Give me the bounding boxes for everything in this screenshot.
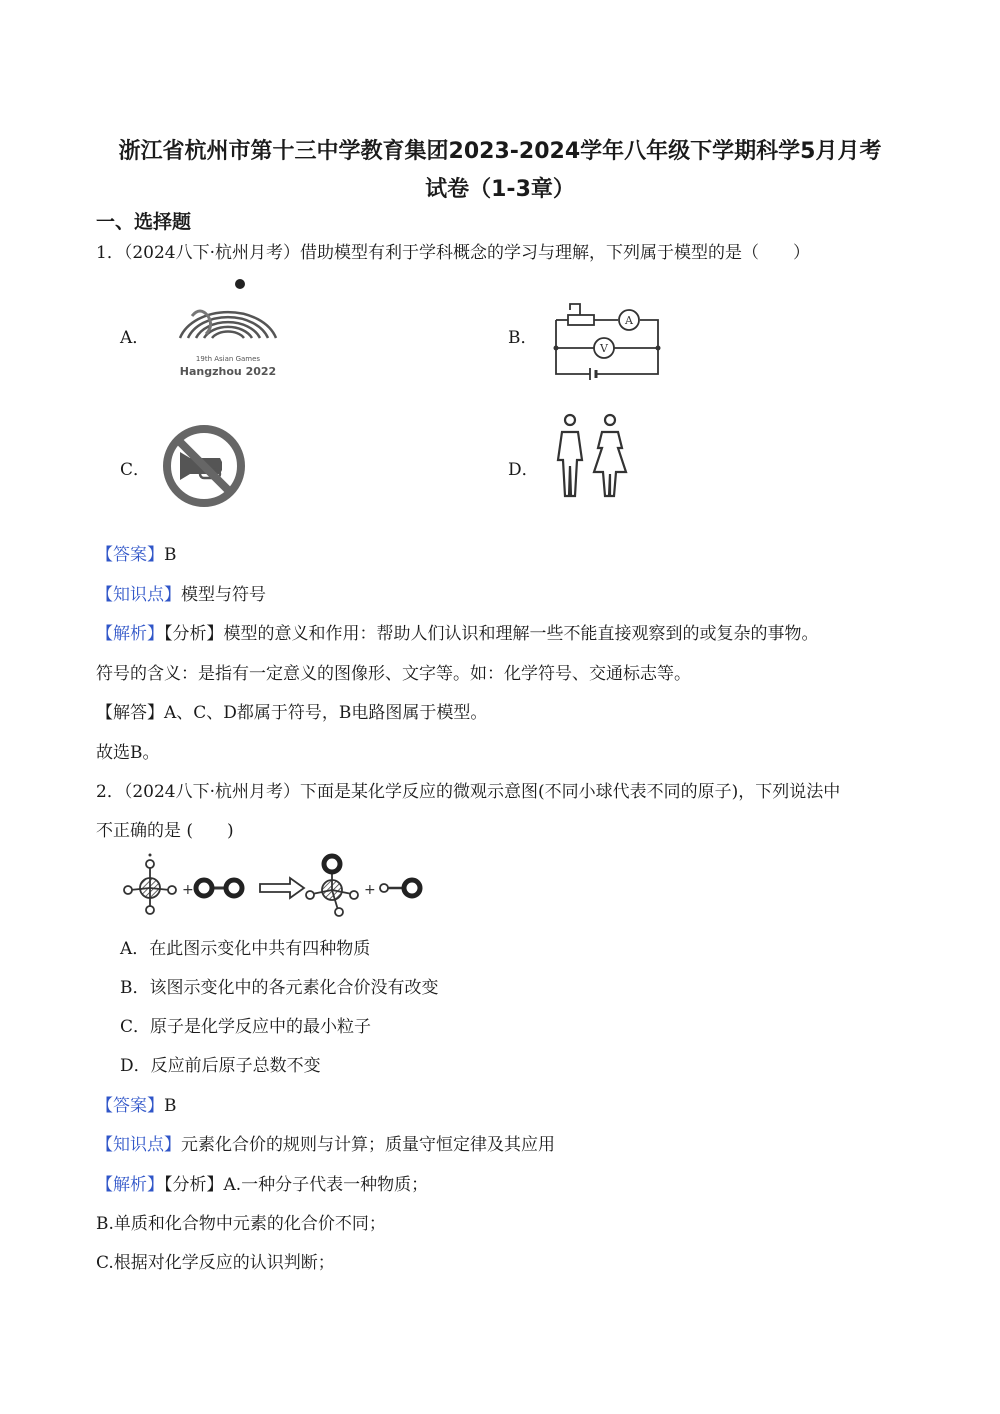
svg-text:+: + bbox=[182, 882, 194, 898]
q1-option-a-label: A． bbox=[120, 328, 150, 348]
product-molecule-2-icon bbox=[380, 880, 420, 896]
rheostat-icon bbox=[568, 315, 594, 325]
answer-value: B bbox=[164, 545, 177, 565]
q2-stem-line2: 不正确的是 ( ) bbox=[96, 821, 234, 841]
reactant-molecule-2-icon bbox=[196, 880, 242, 896]
answer-tag: 【答案】 bbox=[96, 545, 164, 565]
q2-option-b: B．该图示变化中的各元素化合价没有改变 bbox=[120, 978, 439, 998]
q2-option-c: C．原子是化学反应中的最小粒子 bbox=[120, 1017, 372, 1037]
analysis-line1: 【分析】A.一种分子代表一种物质； bbox=[164, 1175, 429, 1195]
q2-stem-line1: 2．（2024八下·杭州月考）下面是某化学反应的微观示意图(不同小球代表不同的原子)，下列说法中 bbox=[96, 782, 841, 802]
q1-knowledge bbox=[96, 582, 266, 608]
analysis-tag: 【解析】 bbox=[96, 1175, 164, 1195]
page-title-line2: 试卷（1-3章） bbox=[425, 177, 575, 202]
q2-option-d: D．反应前后原子总数不变 bbox=[120, 1056, 321, 1076]
q2-answer bbox=[96, 1093, 177, 1119]
q1-analysis bbox=[96, 621, 819, 647]
q1-answer bbox=[96, 542, 177, 568]
reaction-arrow-icon bbox=[260, 878, 304, 898]
q1-option-c-label: C． bbox=[120, 460, 151, 480]
answer-value: B bbox=[164, 1096, 177, 1116]
q1-stem: 1．（2024八下·杭州月考）借助模型有利于学科概念的学习与理解，下列属于模型的是（ ） bbox=[96, 243, 810, 263]
man-icon bbox=[558, 415, 582, 496]
q1-option-d-label: D． bbox=[508, 460, 539, 480]
circuit-diagram-figure bbox=[550, 298, 664, 382]
q1-option-b-label: B． bbox=[508, 328, 538, 348]
q2-knowledge bbox=[96, 1132, 555, 1158]
restroom-sign-figure bbox=[552, 410, 632, 500]
q1-analysis-line2: 符号的含义：是指有一定意义的图像形、文字等。如：化学符号、交通标志等。 bbox=[96, 664, 691, 684]
q2-option-a: A．在此图示变化中共有四种物质 bbox=[120, 939, 371, 959]
knowledge-value: 元素化合价的规则与计算；质量守恒定律及其应用 bbox=[181, 1135, 555, 1155]
logo-big-text: Hangzhou 2022 bbox=[179, 365, 277, 378]
analysis-tag: 【解析】 bbox=[96, 624, 164, 644]
q2-analysis-line3: C.根据对化学反应的认识判断； bbox=[96, 1253, 335, 1273]
logo-small-text: 19th Asian Games bbox=[195, 355, 261, 363]
analysis-line1: 【分析】模型的意义和作用：帮助人们认识和理解一些不能直接观察到的或复杂的事物。 bbox=[164, 624, 819, 644]
logo-dot bbox=[235, 279, 245, 289]
q2-analysis-line2: B.单质和化合物中元素的化合价不同； bbox=[96, 1214, 386, 1234]
reactant-molecule-1-icon bbox=[124, 854, 176, 915]
answer-tag: 【答案】 bbox=[96, 1096, 164, 1116]
knowledge-value: 模型与符号 bbox=[181, 585, 266, 605]
section-heading: 一、选择题 bbox=[96, 211, 192, 233]
q2-analysis bbox=[96, 1172, 428, 1198]
q1-solution: 【解答】A、C、D都属于符号，B电路图属于模型。 bbox=[96, 703, 488, 723]
asian-games-logo-figure bbox=[170, 276, 286, 382]
ammeter-label: A bbox=[625, 314, 633, 327]
no-horn-sign-figure bbox=[160, 422, 248, 510]
q1-conclusion: 故选B。 bbox=[96, 743, 160, 763]
knowledge-tag: 【知识点】 bbox=[96, 585, 181, 605]
knowledge-tag: 【知识点】 bbox=[96, 1135, 181, 1155]
voltmeter-label: V bbox=[600, 342, 608, 355]
logo-arcs-icon bbox=[180, 312, 276, 338]
page-title-line1: 浙江省杭州市第十三中学教育集团2023-2024学年八年级下学期科学5月月考 bbox=[118, 139, 882, 164]
reaction-diagram-figure bbox=[118, 850, 428, 918]
woman-icon bbox=[594, 415, 626, 496]
svg-text:+: + bbox=[364, 882, 376, 898]
product-molecule-1-icon bbox=[306, 856, 358, 916]
